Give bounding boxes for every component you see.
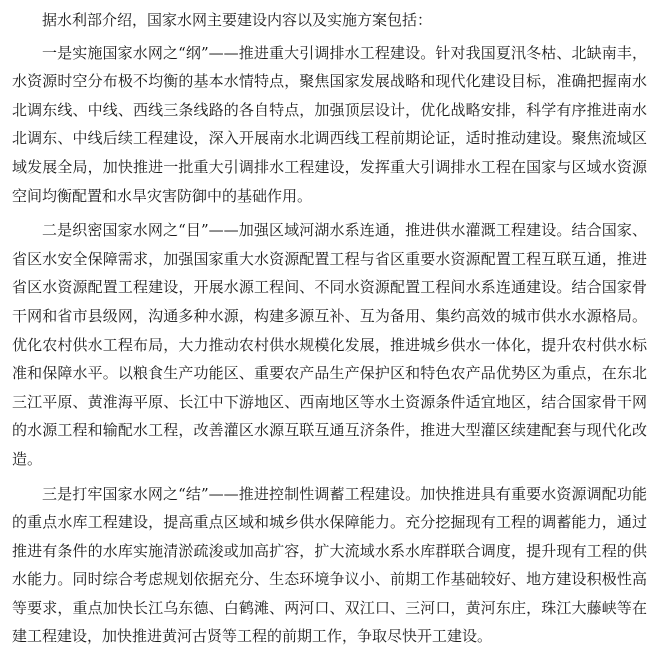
intro-line: 据水利部介绍，国家水网主要建设内容以及实施方案包括：: [42, 11, 433, 29]
paragraph-gang: 一是实施国家水网之“纲”——推进重大引调排水工程建设。针对我国夏汛冬枯、北缺南丰，水资源时空分布极不均衡的基本水情特点，聚焦国家发展战略和现代化建设目标，准确把握南水北调东线、中线、西线三条线路的各自特点，加强顶层设计，优化战略安排，科学有序推进南水北调东、中线后续工程建设，深入开展南水北调西线工程前期论证，适时推动建设。聚焦流域区域发展全局，加快推进一批重大引调排水工程建设，发挥重大引调排水工程在国家与区域水资源空间均衡配置和水旱灾害防御中的基础作用。: [12, 43, 647, 205]
paragraph-jie: 三是打牢国家水网之“结”——推进控制性调蓄工程建设。加快推进具有重要水资源调配功能的重点水库工程建设，提高重点区域和城乡供水保障能力。充分挖掘现有工程的调蓄能力，通过推进有条件的水库实施清淤疏浚或加高扩容，扩大流域水系水库群联合调度，提升现有工程的供水能力。同时综合考虑规划依据充分、生态环境争议小、前期工作基础较好、地方建设积极性高等要求，重点加快长江乌东德、白鹤滩、两河口、双江口、三河口，黄河东庄，珠江大藤峡等在建工程建设，加快推进黄河古贤等工程的前期工作，争取尽快开工建设。: [12, 484, 647, 646]
paragraph-mu: 二是织密国家水网之“目”——加强区域河湖水系连通，推进供水灌溉工程建设。结合国家、省区水安全保障需求，加强国家重大水资源配置工程与省区重要水资源配置工程互联互通，推进省区水资源配置工程建设，开展水源工程间、不同水资源配置工程间水系连通建设。结合国家骨干网和省市县级网，沟通多种水源，构建多源互补、互为备用、集约高效的城市供水水源格局。优化农村供水工程布局，大力推动农村供水规模化发展，推进城乡供水一体化，提升农村供水标准和保障水平。以粮食生产功能区、重要农产品生产保护区和特色农产品优势区为重点，在东北三江平原、黄淮海平原、长江中下游地区、西南地区等水土资源条件适宜地区，结合国家骨干网的水源工程和输配水工程，改善灌区水源互联互通互济条件，推进大型灌区续建配套与现代化改造。: [12, 221, 647, 468]
